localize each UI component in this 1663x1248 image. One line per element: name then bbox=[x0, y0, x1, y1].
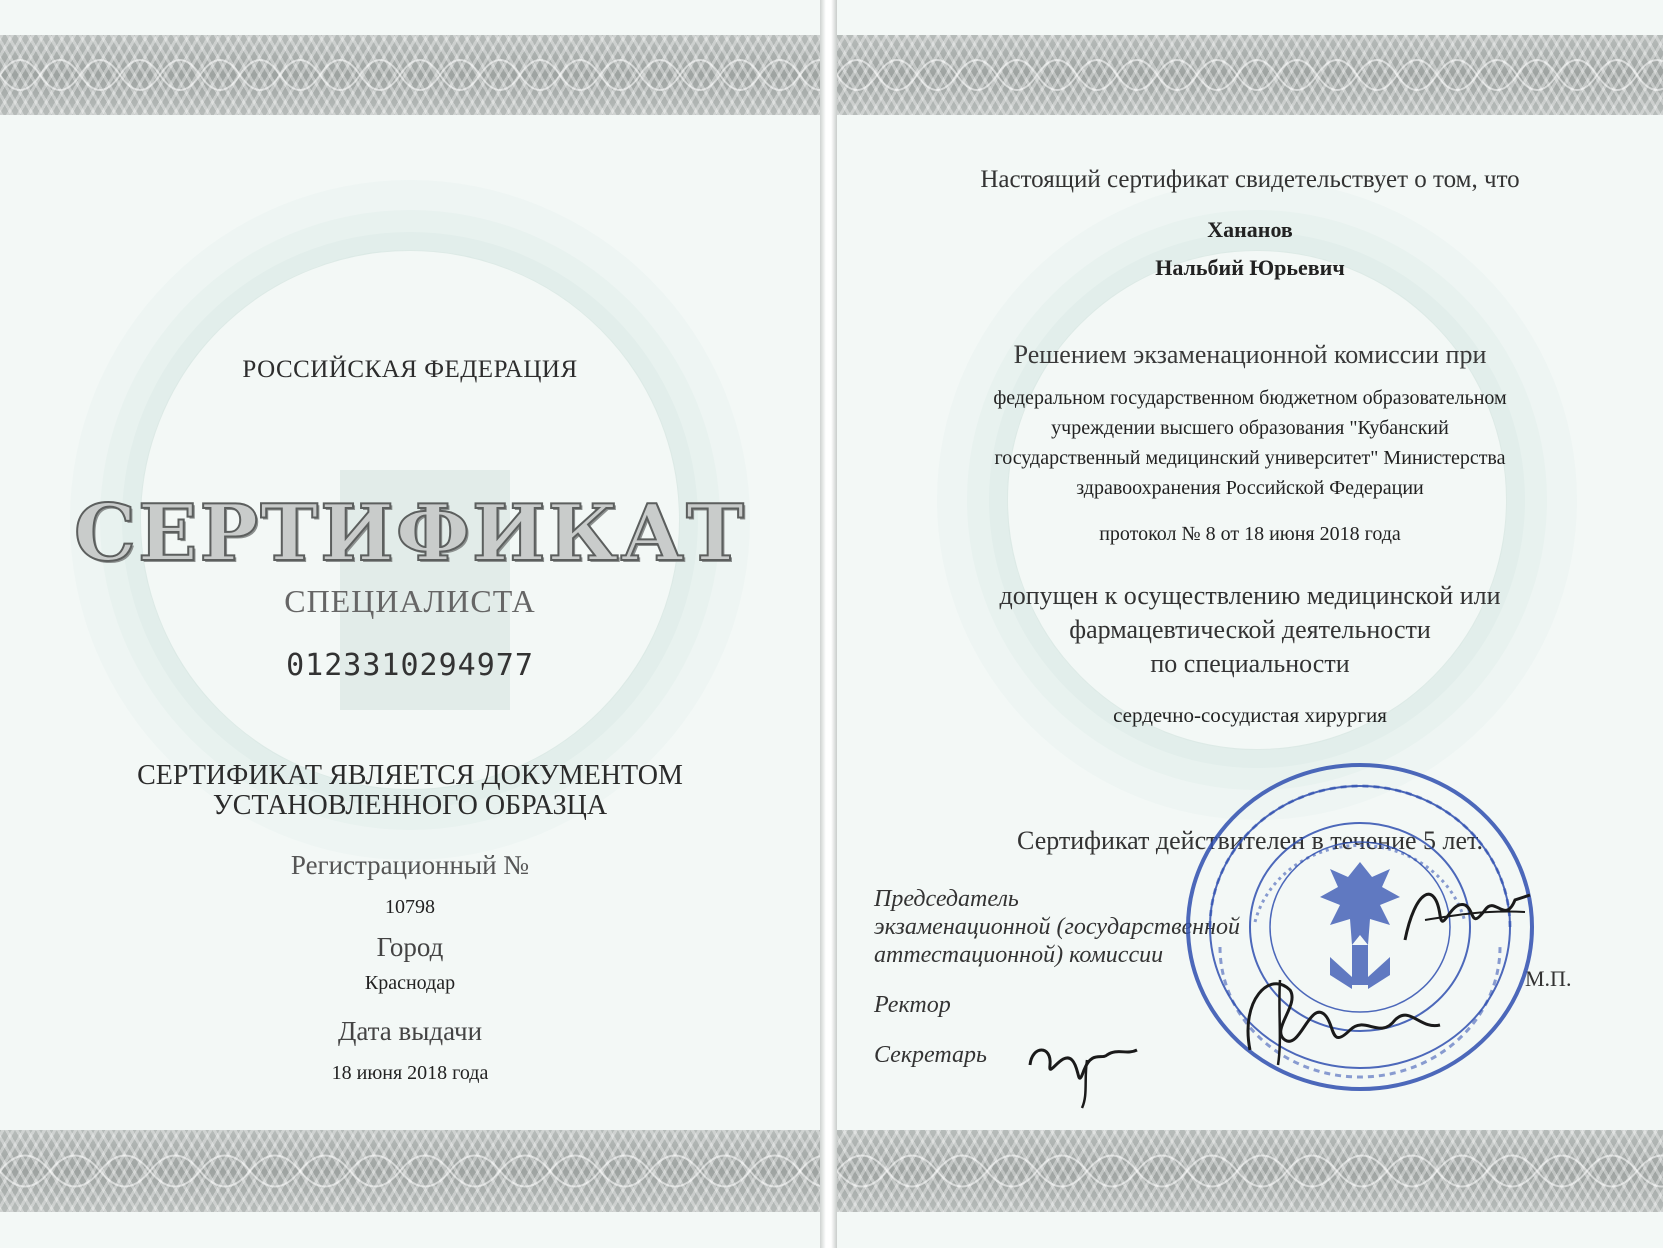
rector-signature-icon bbox=[1230, 960, 1450, 1070]
holder-given-names: Нальбий Юрьевич bbox=[1155, 255, 1345, 280]
document-status-line-2: УСТАНОВЛЕННОГО ОБРАЗЦА bbox=[212, 790, 608, 821]
institution-line: учреждении высшего образования "Кубанский bbox=[1051, 417, 1449, 439]
registration-label: Регистрационный № bbox=[290, 850, 530, 880]
intro-text: Настоящий сертификат свидетельствует о том, что bbox=[980, 166, 1520, 193]
top-decorative-band bbox=[837, 35, 1663, 115]
secretary-signature-icon bbox=[1022, 1030, 1142, 1110]
admission-line-3: по специальности bbox=[1150, 649, 1350, 678]
rector-label: Ректор bbox=[874, 992, 951, 1018]
issue-date-label: Дата выдачи bbox=[337, 1016, 483, 1046]
institution-line: здравоохранения Российской Федерации bbox=[1076, 477, 1424, 499]
chair-label-line-3: аттестационной) комиссии bbox=[874, 942, 1164, 968]
guilloche-pattern-icon bbox=[837, 1130, 1663, 1212]
guilloche-pattern-icon bbox=[0, 1130, 820, 1212]
validity-text: Сертификат действителен в течение 5 лет. bbox=[1017, 826, 1483, 855]
country-heading: РОССИЙСКАЯ ФЕДЕРАЦИЯ bbox=[242, 356, 578, 383]
city-label: Город bbox=[376, 932, 444, 962]
guilloche-pattern-icon bbox=[837, 35, 1663, 115]
admission-line-1: допущен к осуществлению медицинской или bbox=[999, 581, 1501, 610]
certificate-title: СЕРТИФИКАТ bbox=[73, 488, 747, 579]
registration-number: 10798 bbox=[385, 896, 435, 918]
guilloche-pattern-icon bbox=[0, 35, 820, 115]
certificate-left-page bbox=[0, 0, 820, 1248]
institution-line: государственный медицинский университет" Министерства bbox=[994, 447, 1506, 469]
chair-signature-icon bbox=[1395, 870, 1535, 960]
holder-surname: Хананов bbox=[1207, 217, 1293, 242]
bottom-decorative-band bbox=[0, 1130, 820, 1212]
top-decorative-band bbox=[0, 35, 820, 115]
chair-label-line-1: Председатель bbox=[874, 886, 1019, 912]
chair-label-line-2: экзаменационной (государственной bbox=[874, 914, 1240, 940]
serial-number: 0123310294977 bbox=[286, 648, 534, 683]
book-gutter bbox=[820, 0, 837, 1248]
protocol-text: протокол № 8 от 18 июня 2018 года bbox=[1099, 523, 1401, 545]
document-status-line-1: СЕРТИФИКАТ ЯВЛЯЕТСЯ ДОКУМЕНТОМ bbox=[137, 760, 683, 791]
seal-place-label: М.П. bbox=[1525, 966, 1572, 991]
secretary-label: Секретарь bbox=[874, 1042, 987, 1068]
bottom-decorative-band bbox=[837, 1130, 1663, 1212]
certificate-subtitle: СПЕЦИАЛИСТА bbox=[284, 583, 536, 619]
institution-line: федеральном государственном бюджетном образовательном bbox=[993, 387, 1507, 409]
admission-line-2: фармацевтической деятельности bbox=[1069, 615, 1431, 644]
institution-block bbox=[837, 383, 1663, 503]
city-value: Краснодар bbox=[364, 972, 456, 994]
issue-date-value: 18 июня 2018 года bbox=[331, 1062, 489, 1084]
specialty-value: сердечно-сосудистая хирургия bbox=[1113, 703, 1387, 727]
decision-heading: Решением экзаменационной комиссии при bbox=[1013, 340, 1487, 369]
